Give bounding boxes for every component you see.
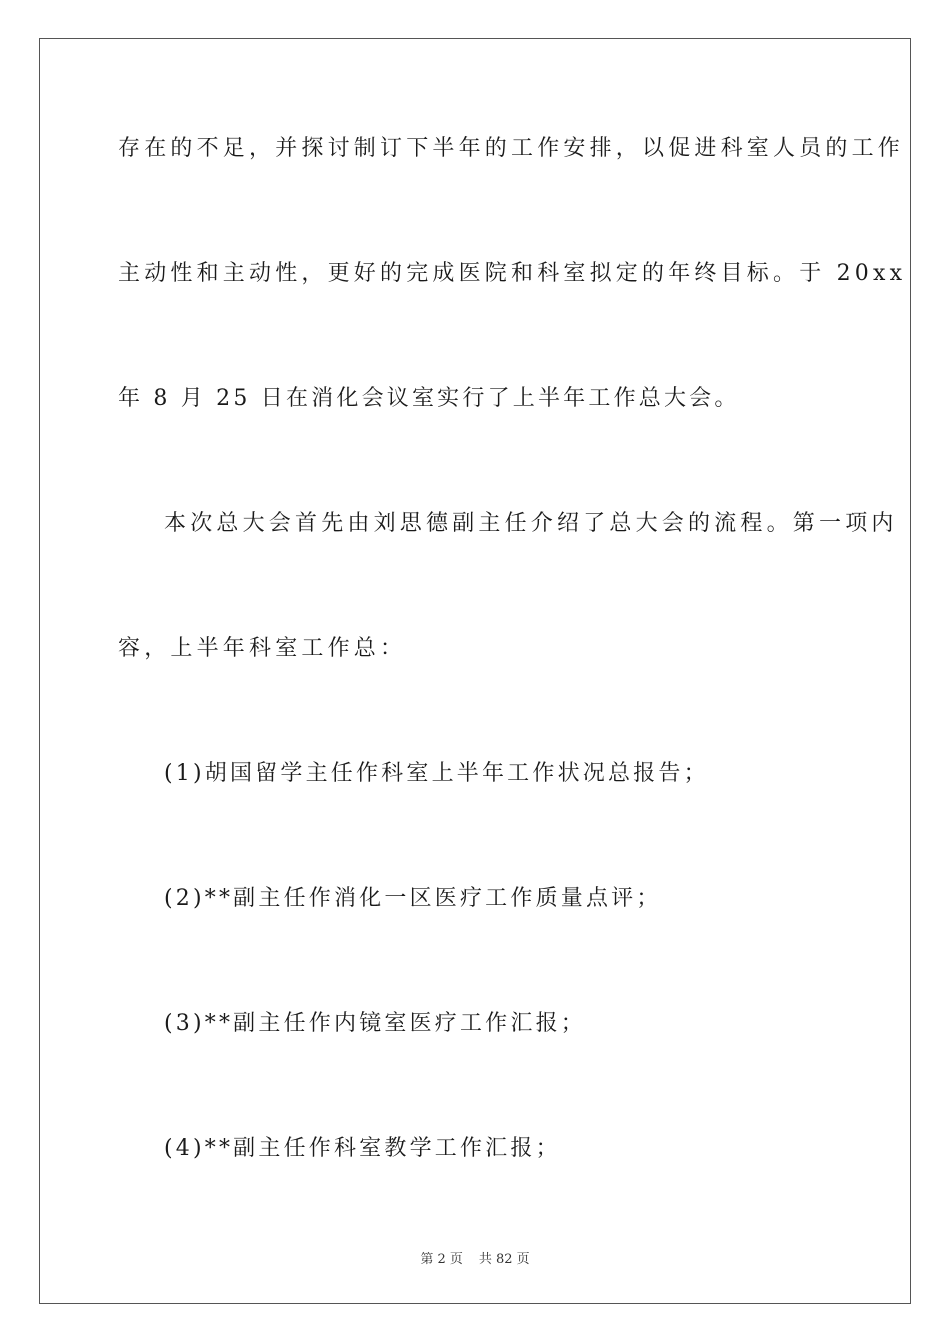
page-footer bbox=[0, 1248, 950, 1267]
paragraph-line: 容，上半年科室工作总： bbox=[118, 636, 407, 661]
list-item: (1)胡国留学主任作科室上半年工作状况总报告； bbox=[164, 761, 709, 786]
page-number: 第 2 页 bbox=[420, 1252, 463, 1267]
paragraph-line: 存在的不足，并探讨制订下半年的工作安排，以促进科室人员的工作 bbox=[118, 136, 905, 161]
paragraph-line: 本次总大会首先由刘思德副主任介绍了总大会的流程。第一项内 bbox=[164, 511, 898, 536]
paragraph-line: 年 8 月 25 日在消化会议室实行了上半年工作总大会。 bbox=[118, 386, 740, 411]
page-total: 共 82 页 bbox=[478, 1252, 530, 1267]
paragraph-line: 主动性和主动性，更好的完成医院和科室拟定的年终目标。于 20xx bbox=[118, 261, 907, 286]
list-item: (3)**副主任作内镜室医疗工作汇报； bbox=[164, 1011, 586, 1036]
page-border bbox=[39, 38, 911, 1304]
list-item: (4)**副主任作科室教学工作汇报； bbox=[164, 1136, 561, 1161]
list-item: (2)**副主任作消化一区医疗工作质量点评； bbox=[164, 886, 662, 911]
